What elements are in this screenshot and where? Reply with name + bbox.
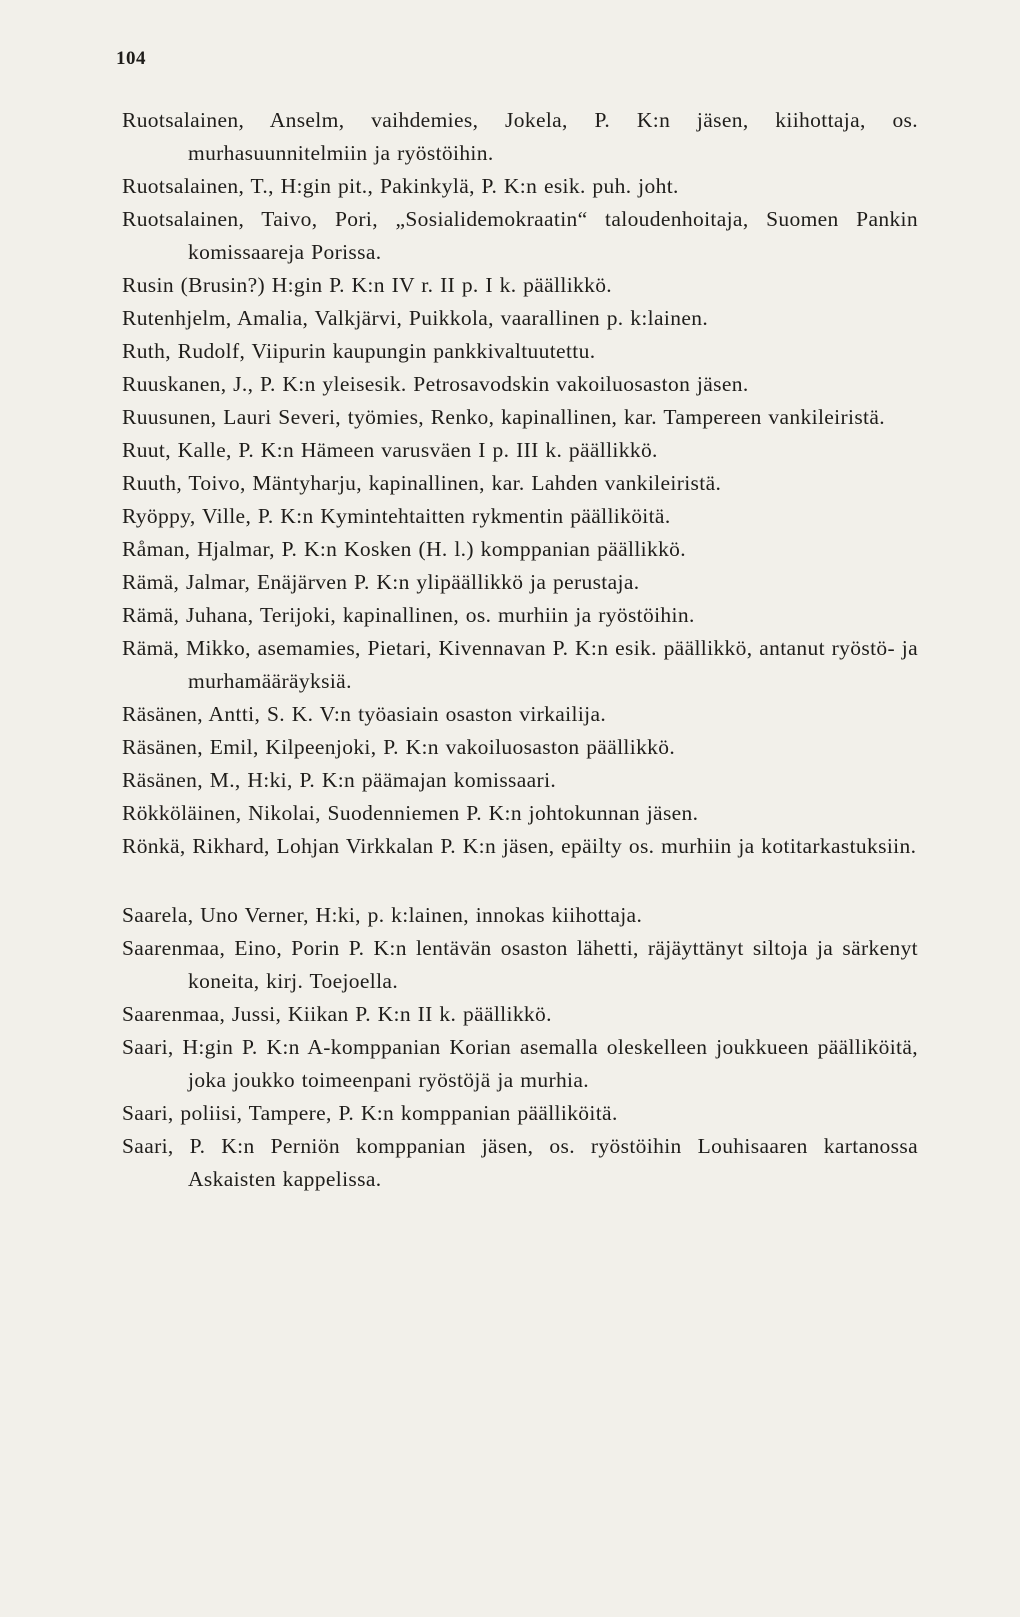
list-item: Ruut, Kalle, P. K:n Hämeen varusväen I p. III k. päällikkö. [122,438,658,462]
list-item: Råman, Hjalmar, P. K:n Kosken (H. l.) komppanian päällikkö. [122,537,686,561]
list-item: Saari, P. K:n Perniön komppanian jäsen, os. ryöstöihin Louhisaaren kartanossa Askaisten kappelissa. [122,1134,918,1191]
list-item: Räsänen, Antti, S. K. V:n työasiain osaston virkailija. [122,702,607,726]
page-number: 104 [116,48,146,69]
list-item: Saari, poliisi, Tampere, P. K:n komppanian päälliköitä. [122,1101,618,1125]
list-item: Rämä, Juhana, Terijoki, kapinallinen, os. murhiin ja ryöstöihin. [122,603,695,627]
list-item: Ryöppy, Ville, P. K:n Kymintehtaitten rykmentin päälliköitä. [122,504,671,528]
list-item: Ruusunen, Lauri Severi, työmies, Renko, kapinallinen, kar. Tampereen vankileiristä. [122,405,885,429]
list-item: Saari, H:gin P. K:n A-komppanian Korian asemalla oleskelleen joukkueen päälliköitä, joka joukko toimeenpani ryöstöjä ja murhia. [122,1035,918,1092]
list-item: Rökköläinen, Nikolai, Suodenniemen P. K:n johtokunnan jäsen. [122,801,699,825]
list-item: Ruuskanen, J., P. K:n yleisesik. Petrosavodskin vakoiluosaston jäsen. [122,372,749,396]
entry-list [122,104,918,1196]
list-item: Ruotsalainen, Anselm, vaihdemies, Jokela, P. K:n jäsen, kiihottaja, os. murhasuunnitelmiin ja ryöstöihin. [122,108,918,165]
entry-group-s [122,899,918,1196]
list-item: Rusin (Brusin?) H:gin P. K:n IV r. II p. I k. päällikkö. [122,273,613,297]
entry-group-r [122,104,918,863]
list-item: Ruuth, Toivo, Mäntyharju, kapinallinen, kar. Lahden vankileiristä. [122,471,722,495]
list-item: Saarela, Uno Verner, H:ki, p. k:lainen, innokas kiihottaja. [122,903,643,927]
list-item: Ruth, Rudolf, Viipurin kaupungin pankkivaltuutettu. [122,339,596,363]
list-item: Rutenhjelm, Amalia, Valkjärvi, Puikkola, vaarallinen p. k:lainen. [122,306,709,330]
list-item: Rämä, Mikko, asemamies, Pietari, Kivennavan P. K:n esik. päällikkö, antanut ryöstö- ja murhamääräyksiä. [122,636,918,693]
list-item: Rönkä, Rikhard, Lohjan Virkkalan P. K:n jäsen, epäilty os. murhiin ja kotitarkastuksiin. [122,834,917,858]
list-item: Räsänen, M., H:ki, P. K:n päämajan komissaari. [122,768,557,792]
list-item: Ruotsalainen, T., H:gin pit., Pakinkylä, P. K:n esik. puh. joht. [122,174,679,198]
list-item: Rämä, Jalmar, Enäjärven P. K:n ylipäällikkö ja perustaja. [122,570,640,594]
list-item: Saarenmaa, Jussi, Kiikan P. K:n II k. päällikkö. [122,1002,552,1026]
list-item: Ruotsalainen, Taivo, Pori, „Sosialidemokraatin“ taloudenhoitaja, Suomen Pankin komissaareja Porissa. [122,207,918,264]
list-item: Saarenmaa, Eino, Porin P. K:n lentävän osaston lähetti, räjäyttänyt siltoja ja särkenyt koneita, kirj. Toejoella. [122,936,918,993]
list-item: Räsänen, Emil, Kilpeenjoki, P. K:n vakoiluosaston päällikkö. [122,735,676,759]
